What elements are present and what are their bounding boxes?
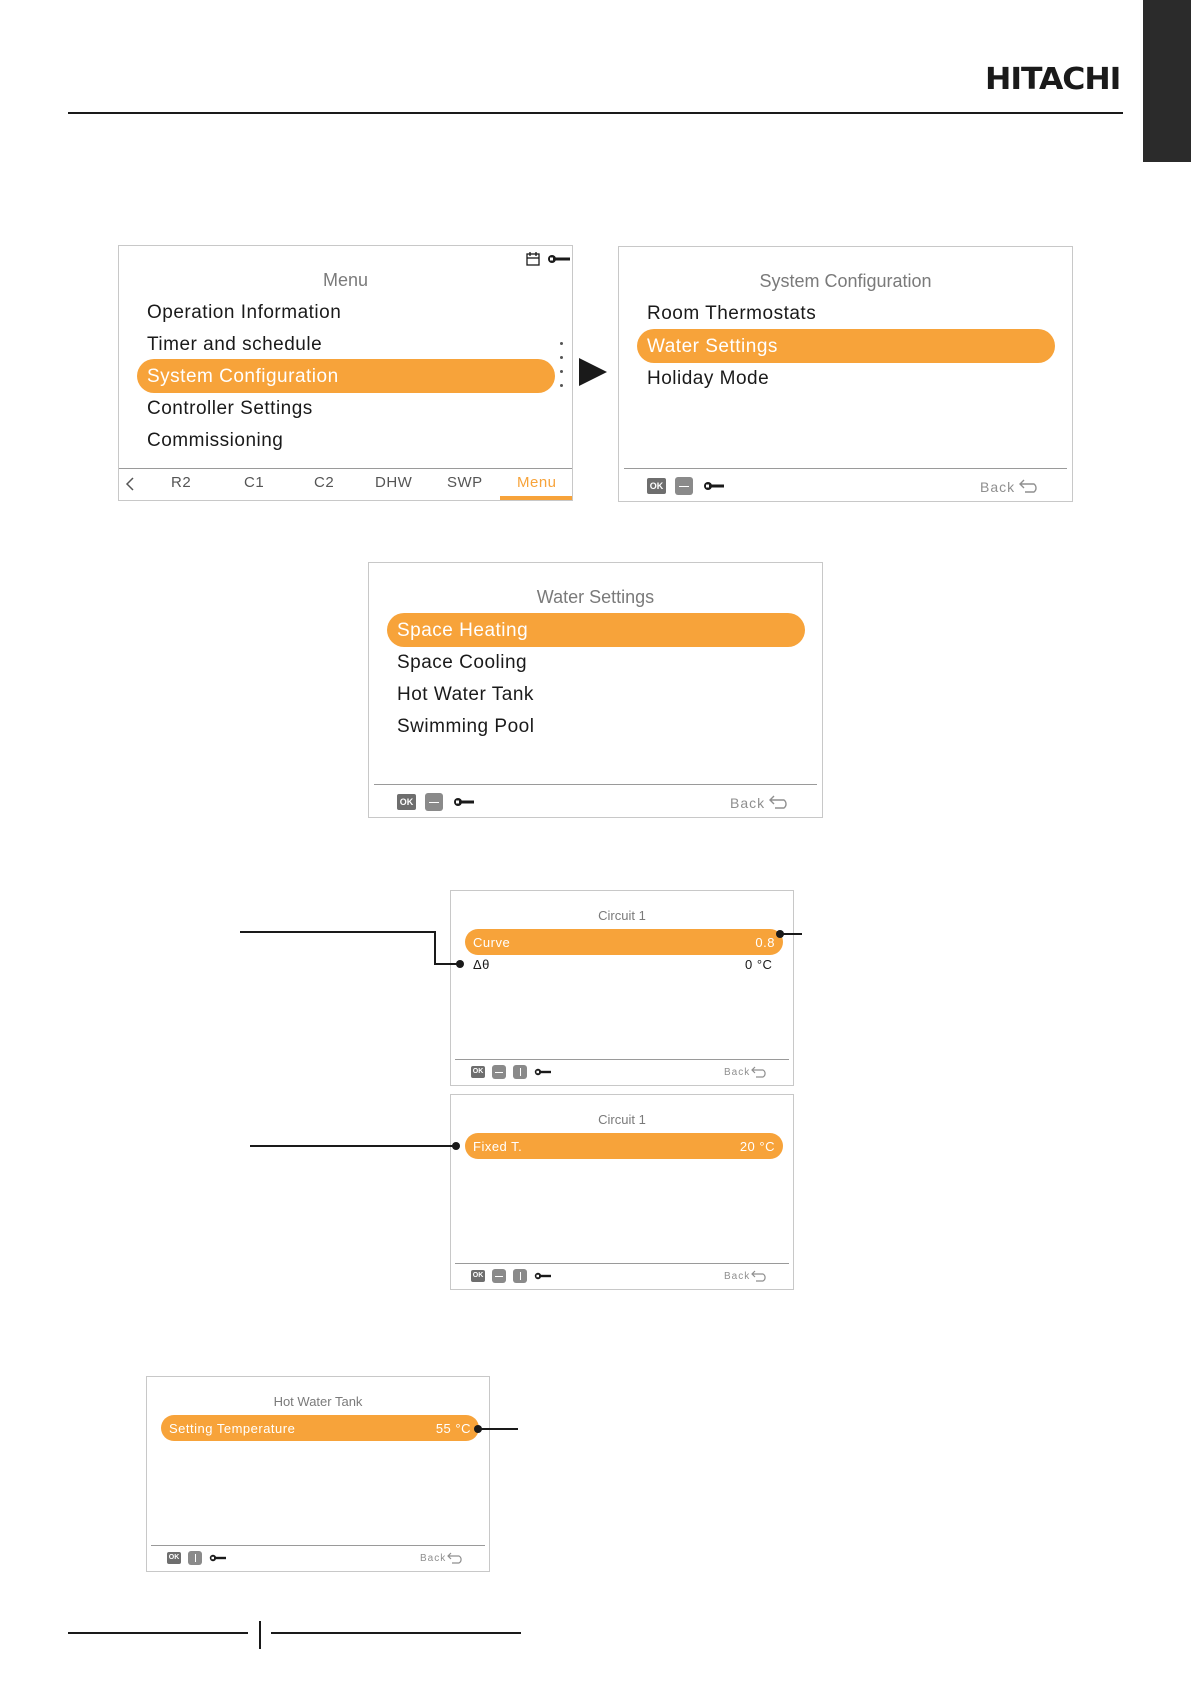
- row-label: Curve: [473, 935, 511, 950]
- left-right-icon[interactable]: [188, 1551, 202, 1565]
- row-delta-label[interactable]: Δθ: [473, 957, 490, 972]
- wrench-icon: [547, 252, 571, 266]
- footer-separator: [259, 1621, 261, 1649]
- ok-icon[interactable]: OK: [471, 1270, 485, 1282]
- back-arrow-icon[interactable]: [447, 1550, 465, 1564]
- wrench-icon[interactable]: [534, 1270, 552, 1282]
- tab-menu[interactable]: Menu: [517, 474, 557, 491]
- callout-dot-delta: [456, 960, 464, 968]
- footer-rule-right: [271, 1632, 521, 1634]
- circuit-curve-screen: [450, 890, 794, 1086]
- wrench-icon[interactable]: [534, 1066, 552, 1078]
- back-button[interactable]: Back: [724, 1271, 751, 1282]
- circuit-fixed-screen: [450, 1094, 794, 1290]
- callout-line-delta: [240, 931, 436, 933]
- left-right-icon[interactable]: [513, 1269, 527, 1283]
- row-curve[interactable]: [465, 929, 783, 955]
- menu-item-hot-water-tank[interactable]: Hot Water Tank: [397, 684, 534, 705]
- active-tab-indicator: [500, 496, 572, 500]
- row-setting-temperature[interactable]: [161, 1415, 479, 1441]
- wrench-icon[interactable]: [209, 1552, 227, 1564]
- tab-c2[interactable]: C2: [314, 474, 335, 491]
- menu-item-commissioning[interactable]: Commissioning: [147, 430, 284, 451]
- footer-rule-left: [68, 1632, 248, 1634]
- wrench-icon[interactable]: [453, 795, 475, 809]
- play-arrow-icon: [577, 356, 609, 388]
- tab-c1[interactable]: C1: [244, 474, 265, 491]
- row-value: 0.8: [755, 935, 775, 950]
- tab-dhw[interactable]: DHW: [375, 474, 413, 491]
- wrench-icon[interactable]: [703, 479, 725, 493]
- screen-title: Hot Water Tank: [273, 1394, 363, 1409]
- menu-item-holiday-mode[interactable]: Holiday Mode: [647, 368, 770, 389]
- row-value: 55 °C: [435, 1421, 471, 1436]
- menu-item-system-configuration[interactable]: [137, 359, 555, 393]
- back-arrow-icon[interactable]: [751, 1064, 769, 1078]
- back-button[interactable]: Back: [980, 479, 1016, 495]
- menu-item-label: Water Settings: [647, 336, 778, 357]
- back-button[interactable]: Back: [420, 1553, 447, 1564]
- row-delta-value: 0 °C: [745, 957, 773, 972]
- callout-dot-setting-temperature: [474, 1425, 482, 1433]
- tab-bar-divider: [119, 468, 572, 469]
- back-arrow-icon[interactable]: [1019, 476, 1041, 494]
- menu-item-timer-schedule[interactable]: Timer and schedule: [147, 334, 323, 355]
- ok-icon[interactable]: OK: [471, 1066, 485, 1078]
- menu-item-space-heating[interactable]: [387, 613, 805, 647]
- callout-line-delta-vertical: [434, 931, 436, 965]
- header-rule: [68, 112, 1123, 114]
- left-right-icon[interactable]: [513, 1065, 527, 1079]
- screen-title: Circuit 1: [598, 1112, 646, 1127]
- menu-item-operation-information[interactable]: Operation Information: [147, 302, 342, 323]
- up-down-icon[interactable]: [425, 793, 443, 811]
- menu-item-label: System Configuration: [147, 366, 339, 387]
- footer-divider: [374, 784, 817, 785]
- footer-divider: [455, 1263, 789, 1264]
- side-tab: [1143, 0, 1191, 162]
- back-arrow-icon[interactable]: [769, 792, 791, 810]
- callout-line-fixed-t: [250, 1145, 454, 1147]
- screen-title: System Configuration: [759, 271, 932, 291]
- back-button[interactable]: Back: [724, 1067, 751, 1078]
- up-down-icon[interactable]: [492, 1269, 506, 1283]
- tab-r2[interactable]: R2: [171, 474, 192, 491]
- menu-screen: [118, 245, 573, 501]
- footer-divider: [151, 1545, 485, 1546]
- menu-item-space-cooling[interactable]: Space Cooling: [397, 652, 528, 673]
- up-down-icon[interactable]: [492, 1065, 506, 1079]
- back-arrow-icon[interactable]: [751, 1268, 769, 1282]
- footer-divider: [624, 468, 1067, 469]
- system-configuration-screen: [618, 246, 1073, 502]
- row-fixed-t[interactable]: [465, 1133, 783, 1159]
- row-label: Setting Temperature: [169, 1421, 296, 1436]
- callout-dot-fixed-t: [452, 1142, 460, 1150]
- screen-title: Circuit 1: [598, 908, 646, 923]
- hitachi-logo: HITACHI: [985, 62, 1121, 97]
- scroll-indicator: [560, 342, 564, 392]
- chevron-left-icon[interactable]: [123, 475, 137, 493]
- tab-swp[interactable]: SWP: [447, 474, 483, 491]
- ok-icon[interactable]: OK: [647, 478, 666, 494]
- water-settings-screen: [368, 562, 823, 818]
- callout-line-setting-temperature: [478, 1428, 518, 1430]
- back-button[interactable]: Back: [730, 795, 766, 811]
- footer-divider: [455, 1059, 789, 1060]
- ok-icon[interactable]: OK: [397, 794, 416, 810]
- screen-title: Menu: [322, 270, 369, 290]
- up-down-icon[interactable]: [675, 477, 693, 495]
- menu-item-water-settings[interactable]: [637, 329, 1055, 363]
- menu-item-room-thermostats[interactable]: Room Thermostats: [647, 303, 817, 324]
- hot-water-tank-screen: [146, 1376, 490, 1572]
- row-label: Fixed T.: [473, 1139, 523, 1154]
- menu-item-controller-settings[interactable]: Controller Settings: [147, 398, 313, 419]
- ok-icon[interactable]: OK: [167, 1552, 181, 1564]
- row-value: 20 °C: [739, 1139, 775, 1154]
- menu-item-label: Space Heating: [397, 620, 529, 641]
- screen-title: Water Settings: [536, 587, 655, 607]
- menu-item-swimming-pool[interactable]: Swimming Pool: [397, 716, 535, 737]
- callout-dot-curve: [776, 930, 784, 938]
